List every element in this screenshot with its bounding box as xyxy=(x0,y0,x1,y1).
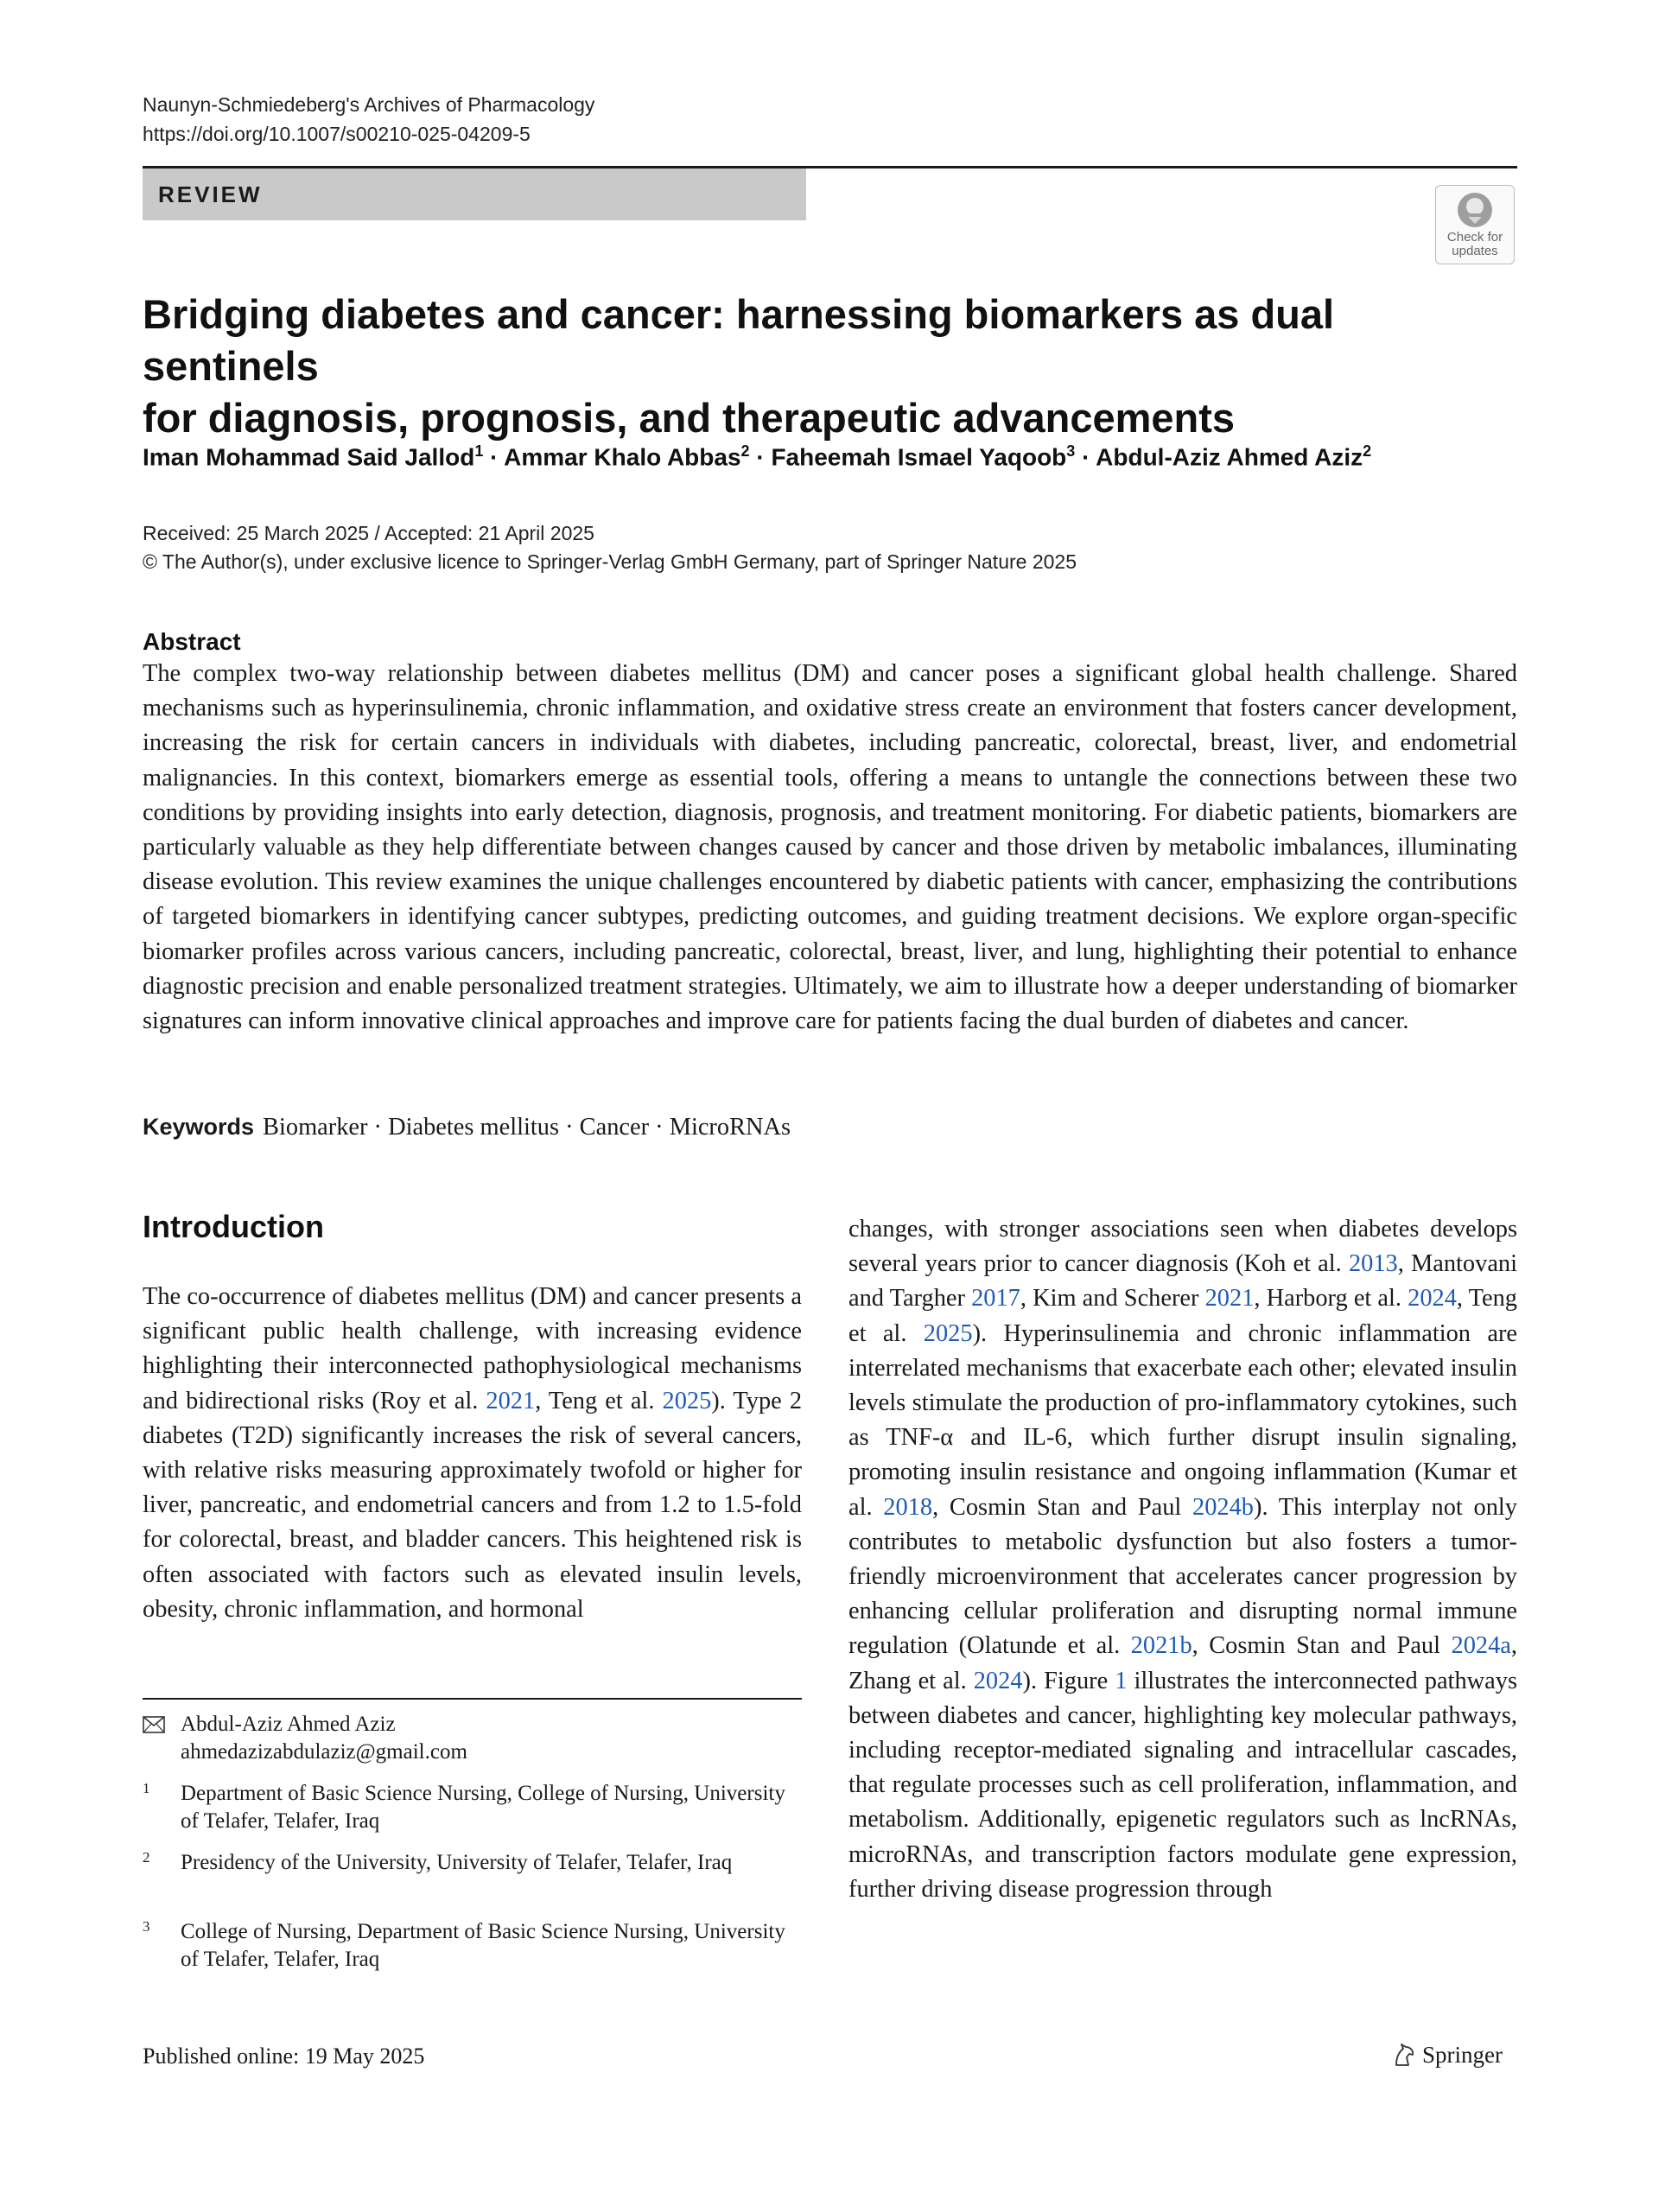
copyright-notice: © The Author(s), under exclusive licence to Springer-Verlag GmbH Germany, part of Springer Nature 2025 xyxy=(143,550,1077,573)
corresponding-author xyxy=(143,1711,802,1766)
citation-link[interactable]: 2024b xyxy=(1192,1493,1254,1521)
citation-link[interactable]: 2021 xyxy=(1204,1285,1255,1313)
citation-link[interactable]: 2024 xyxy=(973,1667,1023,1694)
body-text: , Mantovani and Targher xyxy=(848,1250,1518,1313)
author-name[interactable]: Iman Mohammad Said Jallod xyxy=(143,443,475,471)
author-separator: · xyxy=(1075,443,1096,471)
article-title xyxy=(143,289,1490,444)
citation-link[interactable]: 2025 xyxy=(662,1387,712,1414)
author-affiliation-mark: 3 xyxy=(1066,442,1076,460)
check-updates-line2: updates xyxy=(1452,244,1498,258)
published-online-date: Published online: 19 May 2025 xyxy=(143,2044,425,2069)
affiliation-number: 3 xyxy=(143,1918,150,1935)
author-name[interactable]: Ammar Khalo Abbas xyxy=(504,443,741,471)
title-line-2: for diagnosis, prognosis, and therapeutic advancements xyxy=(143,395,1236,441)
body-text: , Teng et al. xyxy=(848,1285,1517,1347)
citation-link[interactable]: 2024 xyxy=(1408,1285,1457,1313)
author-affiliation-mark: 1 xyxy=(474,442,484,460)
check-updates-line1: Check for xyxy=(1446,230,1503,245)
article-dates xyxy=(143,519,1077,576)
corresponding-author-email[interactable]: ahmedazizabdulaziz@gmail.com xyxy=(181,1740,467,1764)
affiliation-3 xyxy=(143,1918,802,1974)
body-text: changes, with stronger associations seen when diabetes develops several years prior to cancer diagnosis (Koh et al. xyxy=(848,1216,1517,1278)
publisher-logo xyxy=(1391,2039,1503,2070)
keywords-list: Biomarker · Diabetes mellitus · Cancer · MicroRNAs xyxy=(263,1114,791,1141)
body-text: , Kim and Scherer xyxy=(1020,1285,1205,1313)
abstract-heading: Abstract xyxy=(143,628,241,655)
body-text: , Harborg et al. xyxy=(1254,1285,1408,1313)
affiliation-number: 2 xyxy=(143,1849,150,1866)
abstract-text: The complex two-way relationship between diabetes mellitus (DM) and cancer poses a significant global health challenge. Shared mechanisms such as hyperinsulinemia, chronic inflammation, and oxidative stress create an environment that fosters cancer development, increasing the risk for certain cancers in individuals with diabetes, including pancreatic, colorectal, breast, liver, and endometrial malignancies. In this context, biomarkers emerge as essential tools, offering a means to untangle the connections between these two conditions by providing insights into early detection, diagnosis, prognosis, and treatment monitoring. For diabetic patients, biomarkers are particularly valuable as they help differentiate between changes caused by cancer and those driven by metabolic imbalances, illuminating disease evolution. This review examines the unique challenges encountered by diabetic patients with cancer, emphasizing the contributions of targeted biomarkers in identifying cancer subtypes, predicting outcomes, and guiding treatment decisions. We explore organ-specific biomarker profiles across various cancers, including pancreatic, colorectal, breast, liver, and lung, highlighting their potential to enhance diagnostic precision and enable personalized treatment strategies. Ultimately, we aim to illustrate how a deeper understanding of biomarker signatures can inform innovative clinical approaches and improve care for patients facing the dual burden of diabetes and cancer. xyxy=(143,660,1517,1035)
citation-link[interactable]: 2021 xyxy=(486,1387,536,1414)
introduction-right-column xyxy=(848,1212,1517,1907)
springer-horse-icon xyxy=(1391,2042,1417,2068)
affiliation-text: Department of Basic Science Nursing, College of Nursing, University of Telafer, Telafer, Iraq xyxy=(181,1782,785,1833)
body-text: , Cosmin Stan and Paul xyxy=(932,1493,1193,1521)
crossmark-icon xyxy=(1456,191,1494,229)
figure-link[interactable]: 1 xyxy=(1115,1667,1128,1694)
body-text: , Zhang et al. xyxy=(848,1632,1517,1694)
author-name[interactable]: Faheemah Ismael Yaqoob xyxy=(771,443,1067,471)
received-accepted-dates: Received: 25 March 2025 / Accepted: 21 April 2025 xyxy=(143,522,594,544)
body-text: ). This interplay not only contributes to metabolic dysfunction but also fosters a tumor-friendly microenvironment that accelerates cancer progression by enhancing cellular proliferation and disrupting normal immune regulation (Olatunde et al. xyxy=(848,1493,1518,1660)
affiliation-2 xyxy=(143,1849,802,1877)
author-list xyxy=(143,434,1525,474)
citation-link[interactable]: 2025 xyxy=(923,1319,973,1347)
body-text: The co-occurrence of diabetes mellitus (DM) and cancer presents a significant public health challenge, with increasing evidence highlighting their interconnected pathophysiological mechanisms and bidirectional risks (Roy et al. xyxy=(143,1283,802,1414)
citation-link[interactable]: 2021b xyxy=(1130,1632,1192,1660)
affiliation-text: College of Nursing, Department of Basic Science Nursing, University of Telafer, Telafer, Iraq xyxy=(181,1920,785,1971)
body-text: illustrates the interconnected pathways between diabetes and cancer, highlighting key molecular pathways, including receptor-mediated signaling and intracellular cascades, that regulate processes such as cell proliferation, inflammation, and metabolism. Additionally, epigenetic regulators such as lncRNAs, microRNAs, and transcription factors modulate gene expression, further driving disease progression through xyxy=(848,1667,1517,1903)
introduction-heading: Introduction xyxy=(143,1209,324,1244)
author-name[interactable]: Abdul-Aziz Ahmed Aziz xyxy=(1096,443,1363,471)
body-text: ). Type 2 diabetes (T2D) significantly increases the risk of several cancers, with relative risks measuring approximately twofold or higher for liver, pancreatic, and endometrial cancers and from 1.2 to 1.5-fold for colorectal, breast, and bladder cancers. This heightened risk is often associated with factors such as elevated insulin levels, obesity, chronic inflammation, and hormonal xyxy=(143,1387,803,1623)
introduction-left-column xyxy=(143,1280,802,1627)
affiliation-text: Presidency of the University, University of Telafer, Telafer, Iraq xyxy=(181,1851,733,1874)
keywords-label: Keywords xyxy=(143,1114,255,1140)
author-affiliation-mark: 2 xyxy=(740,442,750,460)
citation-link[interactable]: 2024a xyxy=(1451,1632,1511,1660)
author-separator: · xyxy=(483,443,505,471)
affiliation-1 xyxy=(143,1780,802,1835)
doi-link[interactable]: https://doi.org/10.1007/s00210-025-04209-5 xyxy=(143,123,531,145)
citation-link[interactable]: 2013 xyxy=(1348,1250,1398,1278)
article-type-banner: REVIEW xyxy=(143,168,806,220)
envelope-icon xyxy=(143,1716,165,1733)
journal-name: Naunyn-Schmiedeberg's Archives of Pharmacology xyxy=(143,93,595,116)
publisher-name: Springer xyxy=(1422,2042,1503,2068)
affiliation-number: 1 xyxy=(143,1780,150,1796)
body-text: , Teng et al. xyxy=(535,1387,663,1414)
keywords xyxy=(143,1109,791,1145)
journal-header xyxy=(143,90,594,149)
citation-link[interactable]: 2018 xyxy=(883,1493,933,1521)
author-affiliation-mark: 2 xyxy=(1363,442,1372,460)
footnote-rule xyxy=(143,1698,802,1700)
check-for-updates-badge[interactable] xyxy=(1435,185,1515,264)
title-line-1: Bridging diabetes and cancer: harnessing biomarkers as dual sentinels xyxy=(143,291,1335,389)
body-text: ). Figure xyxy=(1022,1667,1115,1694)
body-text: , Cosmin Stan and Paul xyxy=(1192,1632,1452,1660)
citation-link[interactable]: 2017 xyxy=(971,1285,1020,1313)
body-text: ). Hyperinsulinemia and chronic inflammation are interrelated mechanisms that exacerbate each other; elevated insulin levels stimulate the production of pro-inflammatory cytokines, such as TNF-α and IL-6, which further disrupt insulin signaling, promoting insulin resistance and ongoing inflammation (Kumar et al. xyxy=(848,1319,1518,1521)
corresponding-author-name: Abdul-Aziz Ahmed Aziz xyxy=(181,1713,396,1736)
author-separator: · xyxy=(749,443,772,471)
